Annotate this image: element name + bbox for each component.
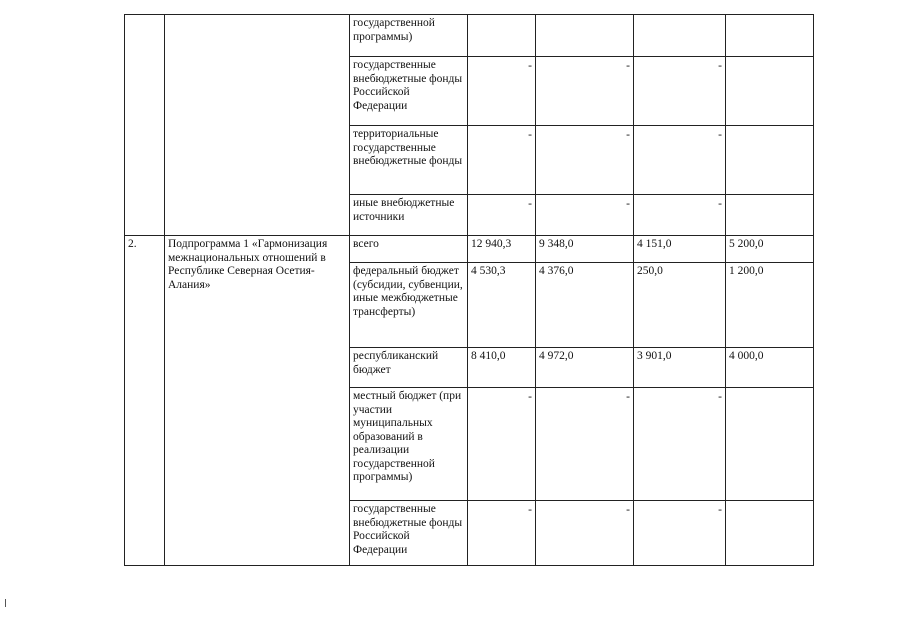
scan-mark (5, 599, 6, 607)
empty-value-dash (536, 388, 634, 501)
value-text: - (528, 198, 532, 210)
value-text: - (626, 198, 630, 210)
subprogram-name-cell: Подпрограмма 1 «Гармонизация межнациональных отношений в Республике Северная Осетия-Алания» (165, 236, 350, 566)
value-cell (726, 57, 814, 126)
row-number-cell: 2. (125, 236, 165, 566)
empty-value-dash (468, 388, 536, 501)
funding-source-cell: иные внебюджетные источники (350, 195, 468, 236)
value-cell (634, 348, 726, 388)
value-text: 4 530,3 (471, 265, 506, 277)
value-cell (726, 348, 814, 388)
value-cell (726, 236, 814, 263)
empty-value-dash (634, 195, 726, 236)
value-text: 4 972,0 (539, 350, 574, 362)
empty-value-dash (536, 195, 634, 236)
value-text: - (528, 504, 532, 516)
empty-value-dash (536, 57, 634, 126)
value-cell (536, 263, 634, 348)
value-cell (536, 348, 634, 388)
value-cell (634, 15, 726, 57)
funding-source-cell: государственной программы) (350, 15, 468, 57)
value-text: - (626, 129, 630, 141)
funding-source-cell: всего (350, 236, 468, 263)
empty-value-dash (468, 195, 536, 236)
value-cell (634, 263, 726, 348)
value-text: - (718, 129, 722, 141)
value-cell (468, 263, 536, 348)
value-cell (726, 263, 814, 348)
value-text: 12 940,3 (471, 238, 512, 250)
empty-value-dash (634, 388, 726, 501)
value-text: 3 901,0 (637, 350, 672, 362)
value-text: 4 151,0 (637, 238, 672, 250)
value-text: 4 000,0 (729, 350, 764, 362)
value-text: 5 200,0 (729, 238, 764, 250)
empty-value-dash (468, 501, 536, 566)
value-cell (468, 236, 536, 263)
value-text: 1 200,0 (729, 265, 764, 277)
value-cell (468, 348, 536, 388)
value-cell (726, 126, 814, 195)
row-number-cell (125, 15, 165, 236)
table-row (125, 15, 814, 57)
value-cell (726, 15, 814, 57)
value-cell (536, 236, 634, 263)
value-cell (726, 388, 814, 501)
funding-source-cell: республиканский бюджет (350, 348, 468, 388)
empty-value-dash (634, 126, 726, 195)
budget-table (124, 14, 814, 566)
value-cell (726, 501, 814, 566)
value-text: - (626, 391, 630, 403)
value-text: 4 376,0 (539, 265, 574, 277)
value-text: - (718, 60, 722, 72)
value-cell (726, 195, 814, 236)
funding-source-cell: территориальные государственные внебюджетные фонды (350, 126, 468, 195)
value-text: - (718, 391, 722, 403)
value-text: - (626, 60, 630, 72)
value-text: - (718, 198, 722, 210)
empty-value-dash (634, 57, 726, 126)
empty-value-dash (468, 126, 536, 195)
funding-source-cell: государственные внебюджетные фонды Российской Федерации (350, 57, 468, 126)
value-text: - (528, 391, 532, 403)
empty-value-dash (468, 57, 536, 126)
funding-source-cell: федеральный бюджет (субсидии, субвенции, иные межбюджетные трансферты) (350, 263, 468, 348)
program-name-cell (165, 15, 350, 236)
value-cell (468, 15, 536, 57)
value-text: - (528, 129, 532, 141)
funding-source-cell: государственные внебюджетные фонды Российской Федерации (350, 501, 468, 566)
empty-value-dash (634, 501, 726, 566)
value-text: 9 348,0 (539, 238, 574, 250)
table-row (125, 236, 814, 263)
value-text: - (528, 60, 532, 72)
value-text: - (626, 504, 630, 516)
funding-source-cell: местный бюджет (при участии муниципальных образований в реализации государственной программы) (350, 388, 468, 501)
empty-value-dash (536, 126, 634, 195)
value-text: 250,0 (637, 265, 663, 277)
value-cell (634, 236, 726, 263)
value-cell (536, 15, 634, 57)
value-text: 8 410,0 (471, 350, 506, 362)
value-text: - (718, 504, 722, 516)
empty-value-dash (536, 501, 634, 566)
